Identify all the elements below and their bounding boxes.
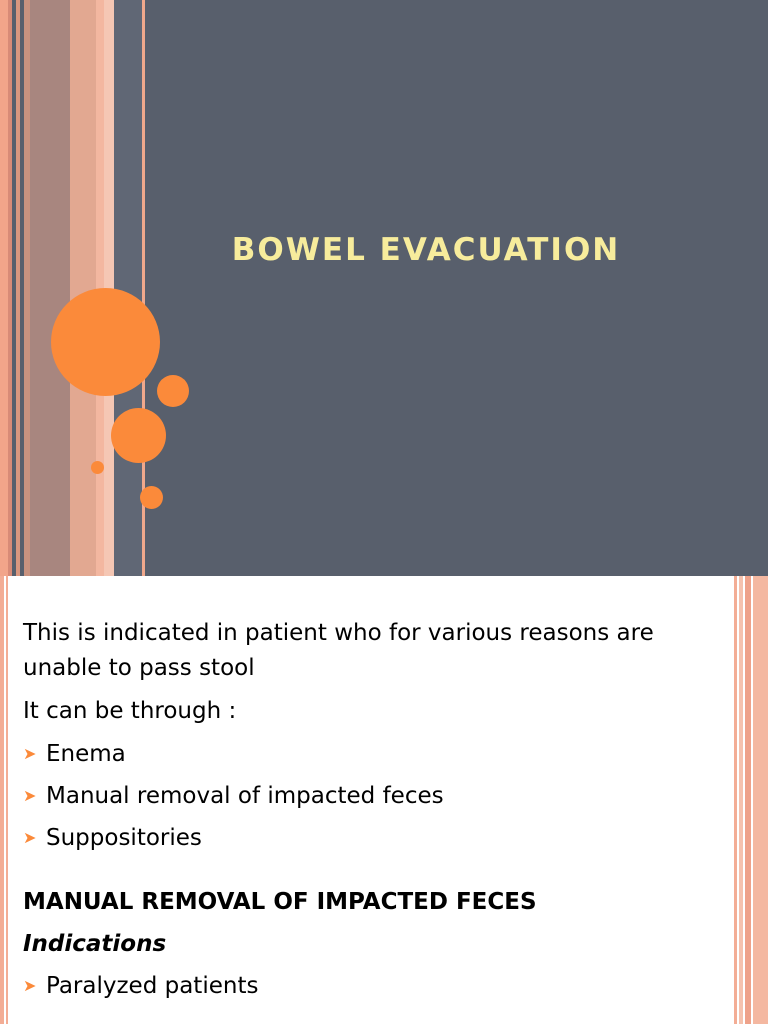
list-item-text: Enema xyxy=(46,741,126,767)
slide-title: BOWEL EVACUATION xyxy=(231,232,621,268)
arrowhead-bullet-icon: ➤ xyxy=(23,976,37,995)
content-slide xyxy=(0,576,768,1024)
list-item xyxy=(23,821,723,855)
decor-stripe xyxy=(114,0,142,576)
section-heading: MANUAL REMOVAL OF IMPACTED FECES xyxy=(23,889,537,915)
decor-stripe xyxy=(70,0,96,576)
lead-text: It can be through : xyxy=(23,698,237,724)
decor-stripe xyxy=(0,0,8,576)
list-item-text: Paralyzed patients xyxy=(46,973,259,999)
decor-stripe xyxy=(6,576,8,1024)
decor-stripe xyxy=(739,576,743,1024)
decor-stripe xyxy=(745,576,751,1024)
decor-stripe xyxy=(8,0,12,576)
list-item xyxy=(23,969,723,1003)
decor-stripe xyxy=(734,576,737,1024)
decor-stripe xyxy=(16,0,20,576)
list-item xyxy=(23,737,723,771)
list-item-text: Manual removal of impacted feces xyxy=(46,783,444,809)
list-item xyxy=(23,779,723,813)
decor-circle xyxy=(140,486,163,509)
decor-circle xyxy=(91,461,104,474)
decor-stripe xyxy=(0,576,4,1024)
section-subheading: Indications xyxy=(23,931,167,957)
decor-circle xyxy=(157,375,189,407)
decor-stripe xyxy=(753,576,768,1024)
arrowhead-bullet-icon: ➤ xyxy=(23,786,37,805)
decor-circle xyxy=(111,408,166,463)
decor-stripe xyxy=(30,0,70,576)
arrowhead-bullet-icon: ➤ xyxy=(23,744,37,763)
intro-text: This is indicated in patient who for various reasons are unable to pass stool xyxy=(23,620,654,681)
slide-content xyxy=(23,616,723,1011)
list-item-text: Suppositories xyxy=(46,825,202,851)
arrowhead-bullet-icon: ➤ xyxy=(23,828,37,847)
decor-circle-large xyxy=(51,288,160,396)
